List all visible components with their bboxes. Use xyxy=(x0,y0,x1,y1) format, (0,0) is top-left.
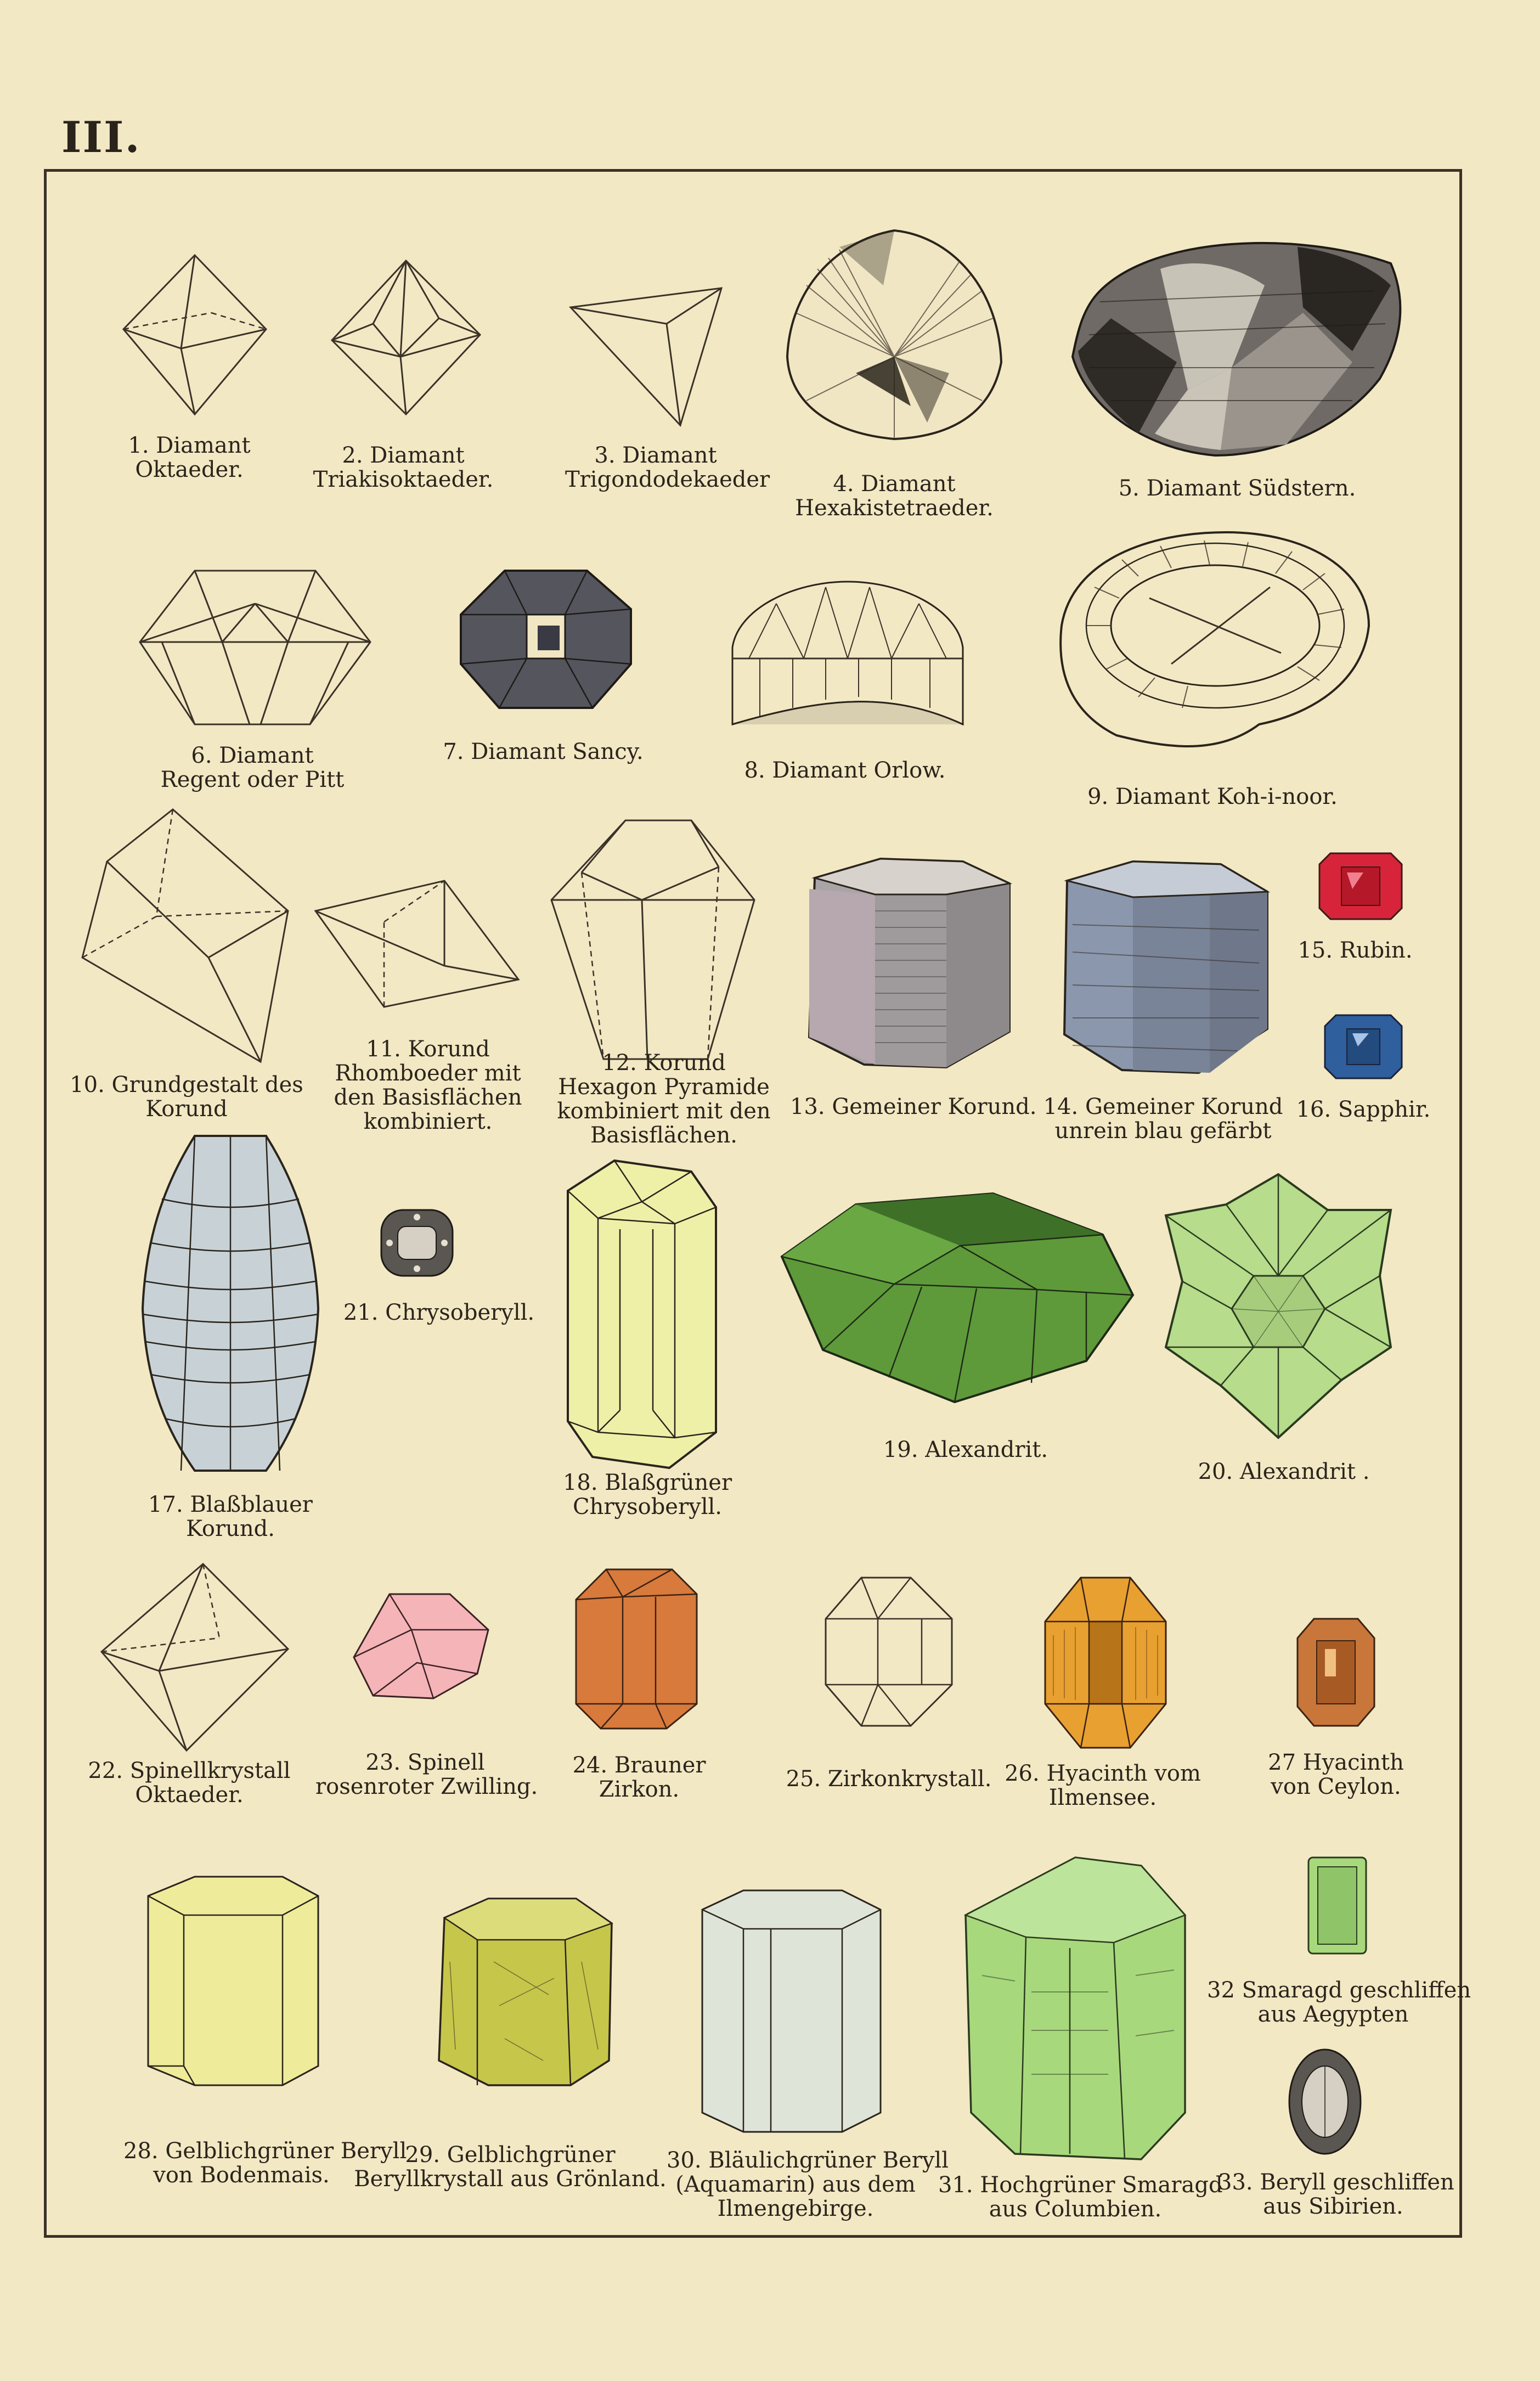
caption-7: 7. Diamant Sancy. xyxy=(443,739,644,764)
caption-23: 23. Spinell rosenroter Zwilling. xyxy=(315,1750,538,1799)
fig-9-diamond-kohinoor xyxy=(1051,527,1374,763)
fig-19-alexandrite-crystal xyxy=(779,1191,1136,1405)
fig-7-diamond-sancy xyxy=(455,565,636,713)
caption-19: 19. Alexandrit. xyxy=(883,1437,1048,1462)
fig-4-hexakistetrahedron xyxy=(785,225,1004,444)
fig-21-chrysoberyl xyxy=(379,1207,455,1279)
plate-number: III. xyxy=(61,112,141,162)
fig-23-spinel-twin xyxy=(351,1591,494,1701)
caption-3: 3. Diamant Trigondodekaeder xyxy=(565,443,770,492)
caption-22: 22. Spinellkrystall Oktaeder. xyxy=(88,1758,291,1808)
caption-1: 1. Diamant Oktaeder. xyxy=(128,433,251,482)
fig-10-corundum-basic-form xyxy=(80,807,294,1065)
fig-15-ruby xyxy=(1317,851,1404,922)
caption-25: 25. Zirkonkrystall. xyxy=(786,1766,992,1792)
caption-31: 31. Hochgrüner Smaragd aus Columbien. xyxy=(938,2172,1223,2222)
caption-8: 8. Diamant Orlow. xyxy=(744,758,946,783)
fig-12-corundum-hexagon-pyramid xyxy=(549,818,757,1070)
caption-18: 18. Blaßgrüner Chrysoberyll. xyxy=(562,1470,732,1519)
caption-10: 10. Grundgestalt des Korund xyxy=(70,1072,303,1122)
fig-1-octahedron xyxy=(121,252,269,417)
fig-3-trigondodecahedron xyxy=(565,280,724,428)
fig-32-emerald-cut xyxy=(1306,1855,1369,1956)
caption-26: 26. Hyacinth vom Ilmensee. xyxy=(1005,1761,1201,1810)
fig-25-zircon-crystal xyxy=(823,1575,955,1729)
caption-12: 12. Korund Hexagon Pyramide kombiniert mit den Basisflächen. xyxy=(557,1050,771,1148)
fig-24-brown-zircon xyxy=(573,1567,700,1731)
caption-5: 5. Diamant Südstern. xyxy=(1118,476,1356,501)
fig-28-beryl-bodenmais xyxy=(145,1874,321,2088)
caption-24: 24. Brauner Zirkon. xyxy=(572,1753,706,1802)
fig-11-corundum-rhombohedron xyxy=(313,878,521,1010)
fig-22-spinel-octahedron xyxy=(99,1561,291,1753)
fig-17-pale-blue-corundum xyxy=(140,1133,321,1473)
fig-8-diamond-orlow xyxy=(727,576,968,730)
fig-26-hyacinth-ilmensee xyxy=(1042,1575,1169,1750)
caption-29: 29. Gelblichgrüner Beryllkrystall aus Grönland. xyxy=(354,2142,667,2192)
caption-33: 33. Beryll geschliffen aus Sibirien. xyxy=(1218,2170,1454,2219)
caption-13: 13. Gemeiner Korund. xyxy=(790,1094,1037,1119)
caption-2: 2. Diamant Triakisoktaeder. xyxy=(313,443,494,492)
caption-28: 28. Gelblichgrüner Beryll von Bodenmais. xyxy=(123,2138,407,2188)
caption-14: 14. Gemeiner Korund unrein blau gefärbt xyxy=(1043,1094,1283,1144)
fig-33-beryl-cut xyxy=(1287,2047,1363,2157)
fig-30-aquamarine xyxy=(700,1888,883,2135)
caption-20: 20. Alexandrit . xyxy=(1198,1459,1370,1484)
caption-32: 32 Smaragd geschliffen aus Aegypten xyxy=(1207,1978,1471,2027)
caption-27: 27 Hyacinth von Ceylon. xyxy=(1268,1750,1404,1799)
fig-31-emerald-columbia xyxy=(960,1855,1191,2162)
caption-6: 6. Diamant Regent oder Pitt xyxy=(160,743,345,792)
fig-27-hyacinth-ceylon xyxy=(1295,1616,1377,1729)
caption-17: 17. Blaßblauer Korund. xyxy=(148,1492,313,1541)
caption-9: 9. Diamant Koh-i-noor. xyxy=(1087,784,1338,809)
fig-29-beryl-greenland xyxy=(433,1896,614,2088)
fig-2-triakisoctahedron xyxy=(329,258,483,417)
caption-4: 4. Diamant Hexakistetraeder. xyxy=(795,471,994,521)
fig-14-impure-blue-corundum xyxy=(1056,859,1270,1078)
fig-6-diamond-regent xyxy=(129,565,376,730)
caption-30: 30. Bläulichgrüner Beryll (Aquamarin) aus dem Ilmengebirge. xyxy=(667,2148,949,2221)
fig-16-sapphire xyxy=(1322,1012,1404,1081)
caption-16: 16. Sapphir. xyxy=(1296,1097,1431,1122)
caption-21: 21. Chrysoberyll. xyxy=(343,1300,535,1325)
fig-5-diamond-suedstern xyxy=(1067,225,1407,461)
fig-18-pale-green-chrysoberyl xyxy=(565,1158,719,1471)
fig-20-alexandrite-twin xyxy=(1160,1172,1396,1440)
caption-11: 11. Korund Rhomboeder mit den Basisflächen kombiniert. xyxy=(334,1037,522,1134)
fig-13-common-corundum xyxy=(798,856,1012,1076)
caption-15: 15. Rubin. xyxy=(1298,938,1413,963)
